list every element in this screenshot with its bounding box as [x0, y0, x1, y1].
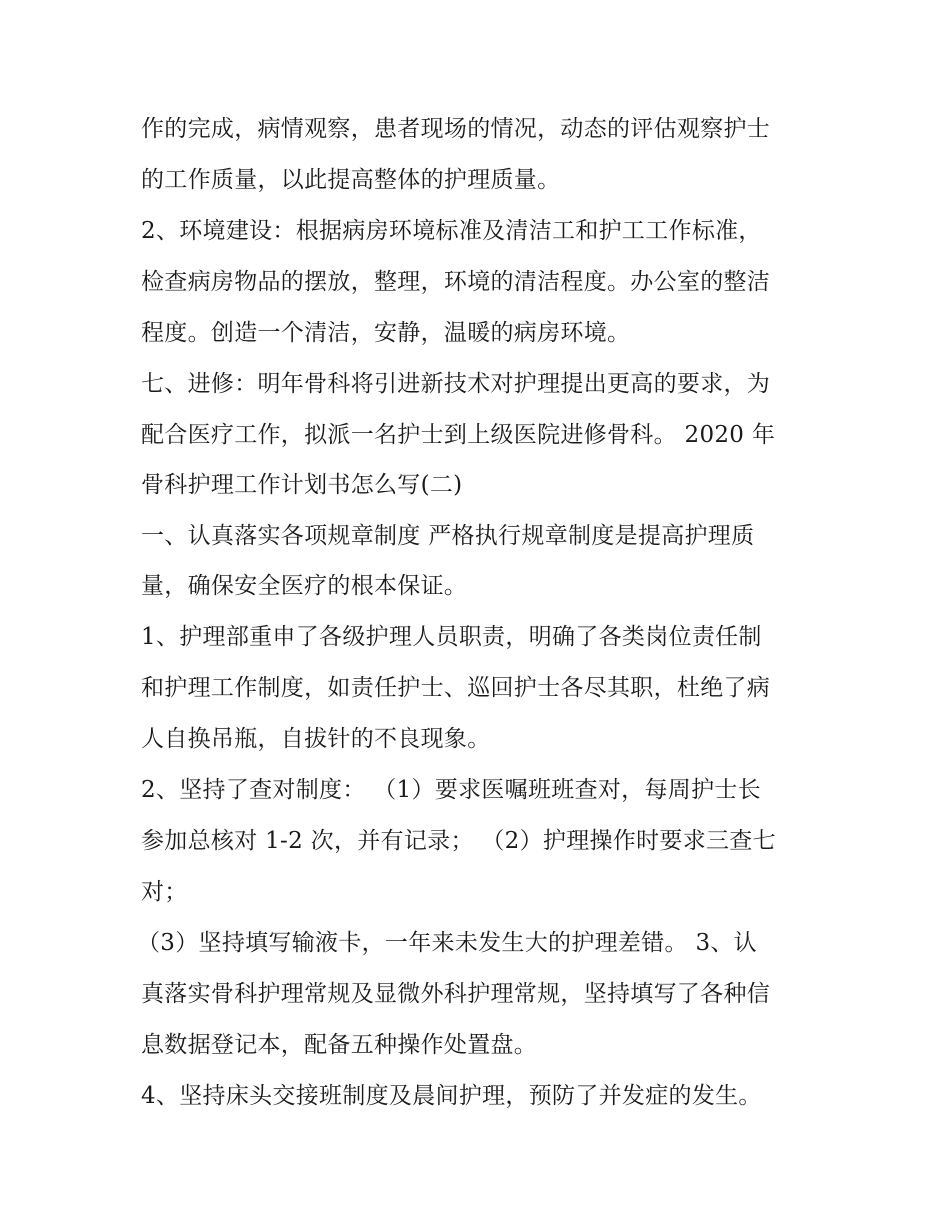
text-line: （3）坚持填写输液卡，一年来未发生大的护理差错。 3、认	[137, 930, 757, 956]
text-line: 七、进修：明年骨科将引进新技术对护理提出更高的要求，为	[141, 371, 771, 397]
text-line: 一、认真落实各项规章制度 严格执行规章制度是提高护理质	[141, 523, 755, 549]
text-line: 程度。创造一个清洁，安静，温暖的病房环境。	[141, 320, 631, 346]
text-line: 量，确保安全医疗的根本保证。	[141, 573, 468, 599]
text-line: 检查病房物品的摆放，整理，环境的清洁程度。办公室的整洁	[141, 269, 771, 295]
text-line: 真落实骨科护理常规及显微外科护理常规，坚持填写了各种信	[141, 981, 771, 1007]
text-line: 骨科护理工作计划书怎么写(二)	[141, 472, 463, 498]
text-line: 和护理工作制度，如责任护士、巡回护士各尽其职，杜绝了病	[141, 675, 771, 701]
text-line: 息数据登记本，配备五种操作处置盘。	[141, 1032, 538, 1058]
text-line: 参加总核对 1-2 次，并有记录； （2）护理操作时要求三查七	[141, 828, 776, 854]
text-line: 4、坚持床头交接班制度及晨间护理，预防了并发症的发生。	[141, 1083, 762, 1109]
text-line: 2、坚持了查对制度： （1）要求医嘱班班查对，每周护士长	[141, 777, 761, 803]
text-line: 作的完成，病情观察，患者现场的情况，动态的评估观察护士	[141, 116, 771, 142]
text-line: 配合医疗工作，拟派一名护士到上级医院进修骨科。 2020 年	[141, 422, 776, 448]
text-line: 对；	[141, 879, 188, 905]
text-line: 的工作质量，以此提高整体的护理质量。	[141, 167, 561, 193]
text-line: 1、护理部重申了各级护理人员职责，明确了各类岗位责任制	[141, 624, 762, 650]
text-line: 人自换吊瓶，自拔针的不良现象。	[141, 726, 491, 752]
text-line: 2、环境建设：根据病房环境标准及清洁工和护工工作标准，	[141, 218, 762, 244]
